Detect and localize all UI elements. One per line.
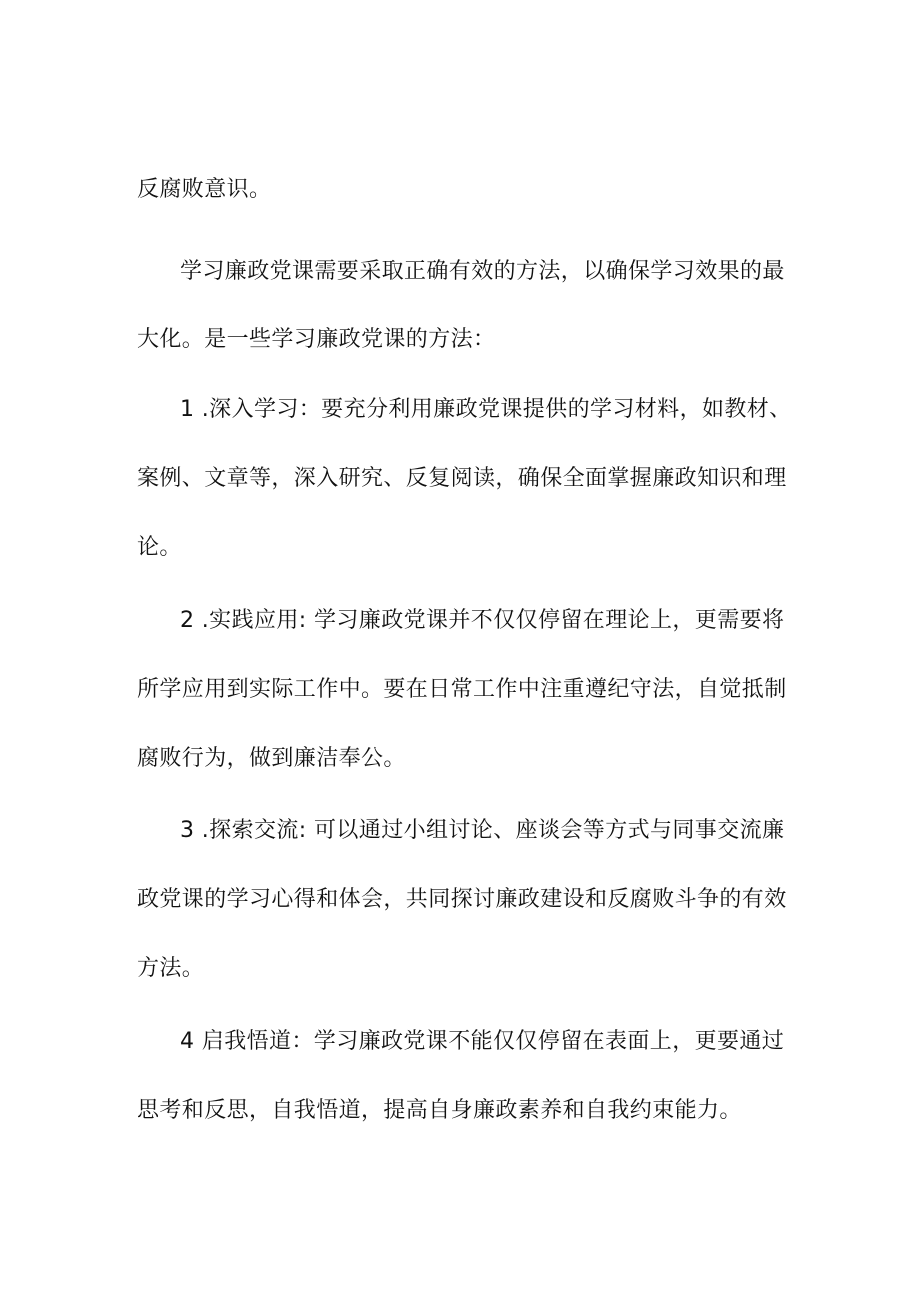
text-line: 方法。 (137, 956, 205, 981)
list-item-1-first-line: 1 .深入学习：要充分利用廉政党课提供的学习材料，如教材、 (180, 397, 792, 422)
list-item-2-first-line: 2 .实践应用: 学习廉政党课并不仅仅停留在理论上，更需要将 (180, 608, 785, 633)
text-line: 大化。是一些学习廉政党课的方法： (137, 327, 496, 352)
text-line: 思考和反思，自我悟道，提高自身廉政素养和自我约束能力。 (137, 1098, 742, 1123)
text-line: 政党课的学习心得和体会，共同探讨廉政建设和反腐败斗争的有效 (137, 887, 787, 912)
text-line: 所学应用到实际工作中。要在日常工作中注重遵纪守法，自觉抵制 (137, 677, 787, 702)
text-line: 论。 (137, 535, 182, 560)
text-line: 案例、文章等，深入研究、反复阅读，确保全面掌握廉政知识和理 (137, 466, 787, 491)
paragraph-first-line: 学习廉政党课需要采取正确有效的方法，以确保学习效果的最 (180, 259, 785, 284)
list-item-3-first-line: 3 .探索交流: 可以通过小组讨论、座谈会等方式与同事交流廉 (180, 818, 785, 843)
text-line: 腐败行为，做到廉洁奉公。 (137, 746, 406, 771)
text-line: 反腐败意识。 (137, 177, 272, 202)
list-item-4-first-line: 4 启我悟道：学习廉政党课不能仅仅停留在表面上，更要通过 (180, 1029, 785, 1054)
